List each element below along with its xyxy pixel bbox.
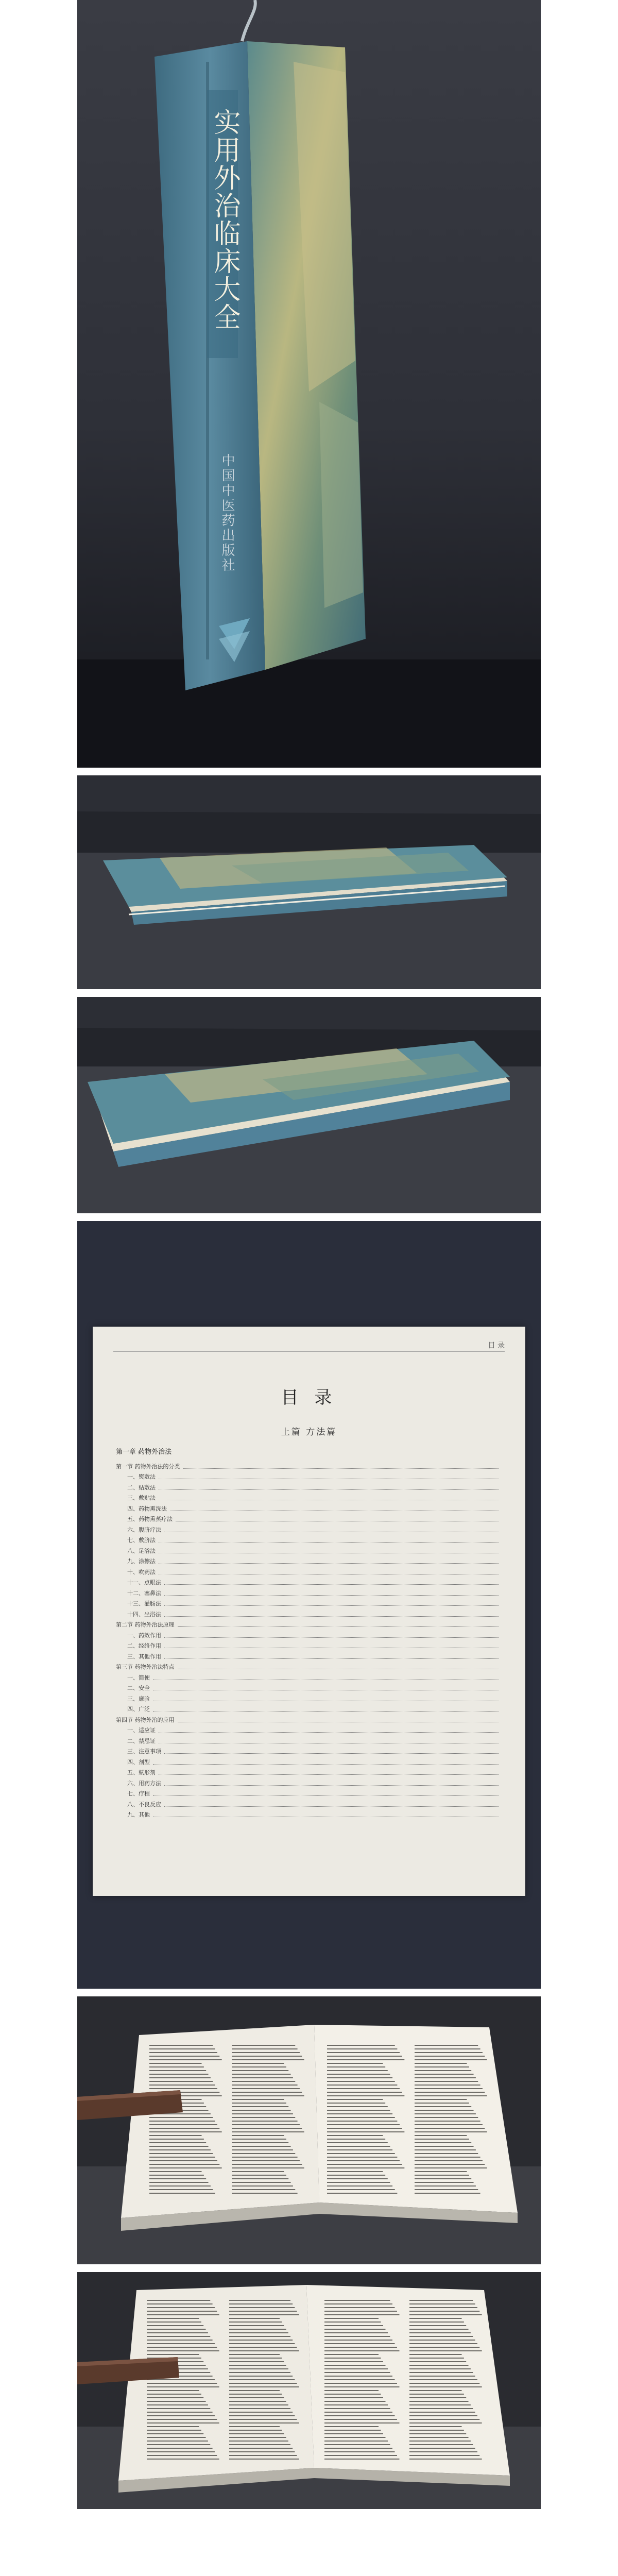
toc-entry-label: 第三节 药物外治法特点 [116,1664,175,1670]
toc-title: 目 录 [281,1387,337,1408]
toc-entry [116,1798,502,1808]
toc-entry [116,1660,502,1671]
toc-entry [116,1787,502,1798]
toc-entry [116,1776,502,1787]
toc-entry [116,1565,502,1576]
toc-entry-label: 五、药物熏蒸疗法 [127,1516,173,1522]
toc-entry-label: 五、赋形剂 [127,1769,156,1776]
toc-entry-label: 三、其他作用 [127,1653,161,1660]
toc-entry [116,1713,502,1724]
toc-entry-label: 三、敷贴法 [127,1495,156,1501]
toc-leader-dots [159,1732,499,1733]
toc-leader-dots [159,1542,499,1543]
toc-entry-label: 六、用药方法 [127,1780,161,1787]
toc-entry-label: 第一节 药物外治法的分类 [116,1463,180,1470]
toc-entry [116,1650,502,1660]
toc-entry-label: 六、腹脐疗法 [127,1526,161,1533]
toc-entry-label: 第四节 药物外治的应用 [116,1716,175,1723]
toc-leader-dots [164,1753,499,1754]
toc-entry [116,1555,502,1566]
toc-entry-label: 七、敷脐法 [127,1537,156,1544]
toc-entry [116,1745,502,1756]
toc-entry-label: 十一、点眼法 [127,1579,161,1586]
toc-entry [116,1597,502,1608]
toc-entry-label: 八、不良反应 [127,1801,161,1808]
toc-entry-label: 四、药物熏洗法 [127,1505,167,1512]
toc-leader-dots [153,1795,499,1796]
toc-entry-label: 二、贴敷法 [127,1484,156,1491]
spine-publisher: 中国中医药出版社 [219,453,235,573]
toc-entry-label: 一、适应证 [127,1727,156,1734]
toc-entry-label: 一、药效作用 [127,1632,161,1639]
toc-entry [116,1639,502,1650]
toc-entry-label: 十、吹药法 [127,1568,156,1575]
toc-leader-dots [153,1764,499,1765]
book-flat-illustration-1 [77,775,541,989]
toc-entry [116,1534,502,1545]
toc-leader-dots [164,1595,499,1596]
open-book-illustration-2 [77,2272,541,2509]
book-flat-illustration-2 [77,997,541,1213]
toc-entry-label: 七、疗程 [127,1790,150,1797]
toc-leader-dots [159,1563,499,1564]
photo-open-book-2 [77,2272,541,2509]
photo-toc-page [77,1221,541,1989]
toc-leader-dots [183,1468,500,1469]
toc-page [93,1327,525,1896]
toc-entry [116,1502,502,1513]
toc-leader-dots [164,1584,499,1585]
photo-book-flat-1 [77,775,541,989]
toc-entry [116,1481,502,1492]
toc-leader-dots [164,1785,499,1786]
toc-entry-label: 二、经络作用 [127,1642,161,1649]
toc-entry [116,1586,502,1597]
toc-entry [116,1734,502,1745]
toc-entry-label: 一、简便 [127,1674,150,1681]
photo-spine-standing [77,0,541,768]
toc-entry-label: 四、广泛 [127,1706,150,1713]
toc-leader-dots [159,1489,499,1490]
toc-entry [116,1629,502,1639]
toc-leader-dots [178,1626,500,1627]
toc-leader-dots [164,1658,499,1659]
toc-leader-dots [164,1616,499,1617]
toc-entry-label: 二、安全 [127,1685,150,1691]
toc-entry-list [116,1460,502,1819]
spine-standing-illustration [77,0,541,768]
toc-leader-dots [164,1637,499,1638]
toc-entry [116,1618,502,1629]
toc-entry [116,1470,502,1481]
toc-entry [116,1607,502,1618]
toc-entry-label: 一、熨敷法 [127,1473,156,1480]
toc-entry [116,1755,502,1766]
toc-entry [116,1492,502,1502]
toc-entry-label: 二、禁忌证 [127,1737,156,1744]
toc-entry [116,1576,502,1587]
toc-part: 上篇 方法篇 [281,1427,337,1437]
toc-entry [116,1671,502,1682]
spine-title: 实用外治临床大全 [209,108,240,331]
toc-entry-label: 第二节 药物外治法原理 [116,1621,175,1628]
toc-entry [116,1766,502,1777]
toc-entry-label: 十四、坐浴法 [127,1611,161,1618]
toc-entry-label: 九、其他 [127,1811,150,1818]
toc-entry [116,1460,502,1470]
toc-chapter: 第一章 药物外治法 [116,1448,172,1456]
toc-entry [116,1523,502,1534]
toc-running-head: 目 录 [488,1342,505,1350]
toc-entry-label: 四、剂型 [127,1758,150,1766]
toc-entry-label: 十三、灌肠法 [127,1600,161,1607]
toc-entry [116,1808,502,1819]
toc-entry [116,1703,502,1714]
toc-entry [116,1682,502,1692]
toc-entry-label: 三、注意事项 [127,1748,161,1755]
toc-leader-dots [164,1605,499,1606]
toc-entry [116,1692,502,1703]
photo-open-book-1 [77,1996,541,2264]
toc-entry-label: 三、廉验 [127,1695,150,1702]
toc-entry [116,1724,502,1735]
open-book-illustration-1 [77,1996,541,2264]
toc-entry-label: 八、足浴法 [127,1547,156,1554]
toc-entry [116,1544,502,1555]
toc-entry [116,1513,502,1523]
toc-leader-dots [159,1774,499,1775]
photo-book-flat-2 [77,997,541,1213]
toc-entry-label: 十二、塞鼻法 [127,1589,161,1597]
toc-entry-label: 九、涂擦法 [127,1558,156,1565]
toc-leader-dots [164,1806,499,1807]
